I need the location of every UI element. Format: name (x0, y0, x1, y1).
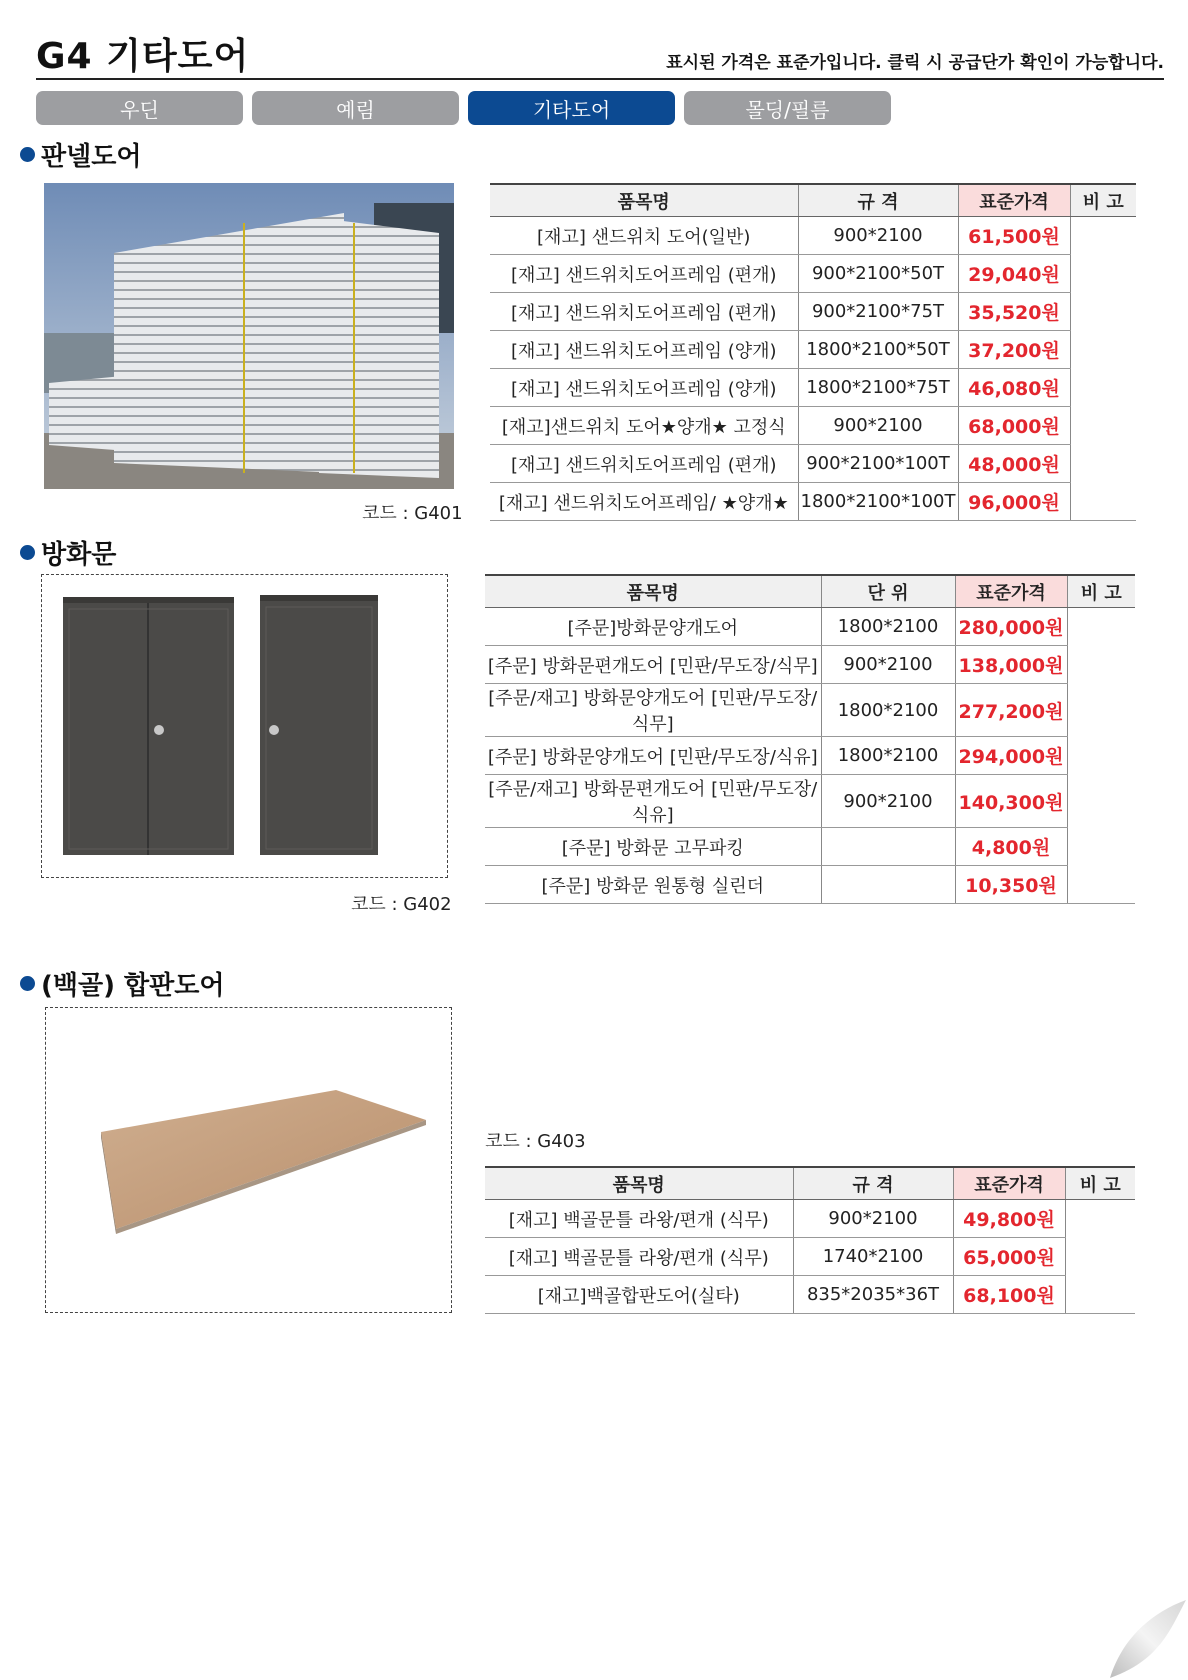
col-unit: 단 위 (821, 575, 955, 608)
price-table-fire-door (485, 574, 1135, 904)
item-remark (1070, 255, 1136, 293)
section-heading-fire-door (20, 534, 116, 571)
item-name: [재고] 샌드위치 도어(일반) (490, 217, 798, 255)
item-name: [재고]백골합판도어(실타) (485, 1276, 793, 1314)
item-remark (1070, 331, 1136, 369)
item-remark (1065, 1238, 1135, 1276)
table-row[interactable] (490, 407, 1136, 445)
item-spec (821, 828, 955, 866)
item-price[interactable]: 280,000원 (955, 608, 1067, 646)
table-row[interactable] (485, 775, 1135, 828)
item-remark (1067, 608, 1135, 646)
item-spec: 900*2100 (798, 407, 958, 445)
item-spec: 1800*2100*50T (798, 331, 958, 369)
item-remark (1067, 684, 1135, 737)
item-remark (1070, 369, 1136, 407)
item-remark (1067, 866, 1135, 904)
item-price[interactable]: 294,000원 (955, 737, 1067, 775)
item-spec: 900*2100*75T (798, 293, 958, 331)
table-row[interactable] (485, 866, 1135, 904)
price-table-panel-door (490, 183, 1136, 521)
product-code: 코드 : G402 (351, 894, 452, 915)
table-row[interactable] (490, 217, 1136, 255)
item-remark (1070, 217, 1136, 255)
table-row[interactable] (485, 737, 1135, 775)
item-price[interactable]: 29,040원 (958, 255, 1070, 293)
col-spec: 규 격 (798, 184, 958, 217)
section-title: 방화문 (41, 540, 117, 570)
col-price: 표준가격 (955, 575, 1067, 608)
item-spec: 1800*2100 (821, 684, 955, 737)
item-name: [주문] 방화문 원통형 실린더 (485, 866, 821, 904)
table-row[interactable] (490, 483, 1136, 521)
item-price[interactable]: 96,000원 (958, 483, 1070, 521)
item-name: [주문/재고] 방화문편개도어 [민판/무도장/식유] (485, 775, 821, 828)
item-spec: 900*2100*100T (798, 445, 958, 483)
item-remark (1067, 828, 1135, 866)
bullet-icon (20, 976, 35, 991)
fire-door-image (41, 574, 448, 878)
item-remark (1065, 1200, 1135, 1238)
item-name: [재고] 샌드위치도어프레임 (편개) (490, 445, 798, 483)
table-row[interactable] (485, 608, 1135, 646)
table-row[interactable] (485, 828, 1135, 866)
table-header-row (485, 575, 1135, 608)
col-price: 표준가격 (958, 184, 1070, 217)
table-header-row (485, 1167, 1135, 1200)
table-row[interactable] (485, 684, 1135, 737)
panel-door-image (44, 183, 454, 489)
item-spec: 1740*2100 (793, 1238, 953, 1276)
section-title: (백골) 합판도어 (41, 971, 225, 1001)
col-name: 품목명 (485, 575, 821, 608)
fire-door-illustration (42, 575, 446, 875)
item-price[interactable]: 37,200원 (958, 331, 1070, 369)
item-price[interactable]: 35,520원 (958, 293, 1070, 331)
bullet-icon (20, 545, 35, 560)
tab-yerim[interactable]: 예림 (252, 91, 459, 125)
col-name: 품목명 (485, 1167, 793, 1200)
col-remark: 비 고 (1070, 184, 1136, 217)
item-price[interactable]: 65,000원 (953, 1238, 1065, 1276)
item-price[interactable]: 68,100원 (953, 1276, 1065, 1314)
item-name: [재고] 샌드위치도어프레임 (편개) (490, 255, 798, 293)
page-curl-icon[interactable] (1100, 1590, 1188, 1680)
plywood-door-image (45, 1007, 452, 1313)
item-name: [주문/재고] 방화문양개도어 [민판/무도장/식무] (485, 684, 821, 737)
item-remark (1070, 293, 1136, 331)
item-spec: 900*2100 (821, 646, 955, 684)
panel-door-photo (44, 183, 454, 489)
table-row[interactable] (485, 646, 1135, 684)
table-row[interactable] (485, 1276, 1135, 1314)
price-notice: 표시된 가격은 표준가입니다. 클릭 시 공급단가 확인이 가능합니다. (666, 53, 1164, 73)
item-name: [재고] 샌드위치도어프레임 (양개) (490, 369, 798, 407)
item-price[interactable]: 48,000원 (958, 445, 1070, 483)
tab-other-doors[interactable]: 기타도어 (468, 91, 675, 125)
table-row[interactable] (485, 1200, 1135, 1238)
page-title: G4 기타도어 (36, 36, 250, 77)
item-spec: 900*2100 (793, 1200, 953, 1238)
col-remark: 비 고 (1067, 575, 1135, 608)
item-spec: 1800*2100 (821, 737, 955, 775)
item-remark (1070, 445, 1136, 483)
item-price[interactable]: 46,080원 (958, 369, 1070, 407)
item-price[interactable]: 10,350원 (955, 866, 1067, 904)
category-tabs (36, 91, 891, 125)
item-spec: 1800*2100*100T (798, 483, 958, 521)
item-remark (1065, 1276, 1135, 1314)
item-spec: 900*2100 (798, 217, 958, 255)
item-remark (1067, 646, 1135, 684)
col-spec: 규 격 (793, 1167, 953, 1200)
table-row[interactable] (490, 293, 1136, 331)
item-remark (1070, 407, 1136, 445)
col-price: 표준가격 (953, 1167, 1065, 1200)
item-name: [재고] 백골문틀 라왕/편개 (식무) (485, 1238, 793, 1276)
item-name: [재고] 샌드위치도어프레임/ ★양개★ (490, 483, 798, 521)
table-row[interactable] (485, 1238, 1135, 1276)
item-name: [주문] 방화문 고무파킹 (485, 828, 821, 866)
item-spec: 1800*2100*75T (798, 369, 958, 407)
item-price[interactable]: 68,000원 (958, 407, 1070, 445)
item-name: [재고] 백골문틀 라왕/편개 (식무) (485, 1200, 793, 1238)
table-row[interactable] (490, 331, 1136, 369)
item-price[interactable]: 61,500원 (958, 217, 1070, 255)
col-name: 품목명 (490, 184, 798, 217)
price-table-plywood-door (485, 1166, 1135, 1314)
bullet-icon (20, 147, 35, 162)
item-price[interactable]: 140,300원 (955, 775, 1067, 828)
item-name: [재고] 샌드위치도어프레임 (양개) (490, 331, 798, 369)
item-price[interactable]: 49,800원 (953, 1200, 1065, 1238)
product-code: 코드 : G403 (485, 1131, 586, 1152)
item-price[interactable]: 4,800원 (955, 828, 1067, 866)
item-spec: 1800*2100 (821, 608, 955, 646)
item-name: [주문] 방화문편개도어 [민판/무도장/식무] (485, 646, 821, 684)
product-code: 코드 : G401 (362, 503, 463, 524)
table-row[interactable] (490, 255, 1136, 293)
section-title: 판넬도어 (41, 142, 142, 172)
table-row[interactable] (490, 369, 1136, 407)
title-divider (36, 78, 1164, 80)
item-remark (1067, 775, 1135, 828)
item-price[interactable]: 138,000원 (955, 646, 1067, 684)
section-heading-panel-door (20, 136, 141, 173)
item-name: [주문]방화문양개도어 (485, 608, 821, 646)
item-spec (821, 866, 955, 904)
plywood-door-illustration (46, 1008, 450, 1310)
item-name: [주문] 방화문양개도어 [민판/무도장/식유] (485, 737, 821, 775)
item-spec: 900*2100*50T (798, 255, 958, 293)
item-spec: 835*2035*36T (793, 1276, 953, 1314)
tab-woodin[interactable]: 우딘 (36, 91, 243, 125)
item-price[interactable]: 277,200원 (955, 684, 1067, 737)
col-remark: 비 고 (1065, 1167, 1135, 1200)
section-heading-plywood-door (20, 965, 225, 1002)
table-header-row (490, 184, 1136, 217)
tab-molding-film[interactable]: 몰딩/필름 (684, 91, 891, 125)
item-spec: 900*2100 (821, 775, 955, 828)
item-remark (1070, 483, 1136, 521)
item-name: [재고]샌드위치 도어★양개★ 고정식 (490, 407, 798, 445)
item-name: [재고] 샌드위치도어프레임 (편개) (490, 293, 798, 331)
table-row[interactable] (490, 445, 1136, 483)
item-remark (1067, 737, 1135, 775)
